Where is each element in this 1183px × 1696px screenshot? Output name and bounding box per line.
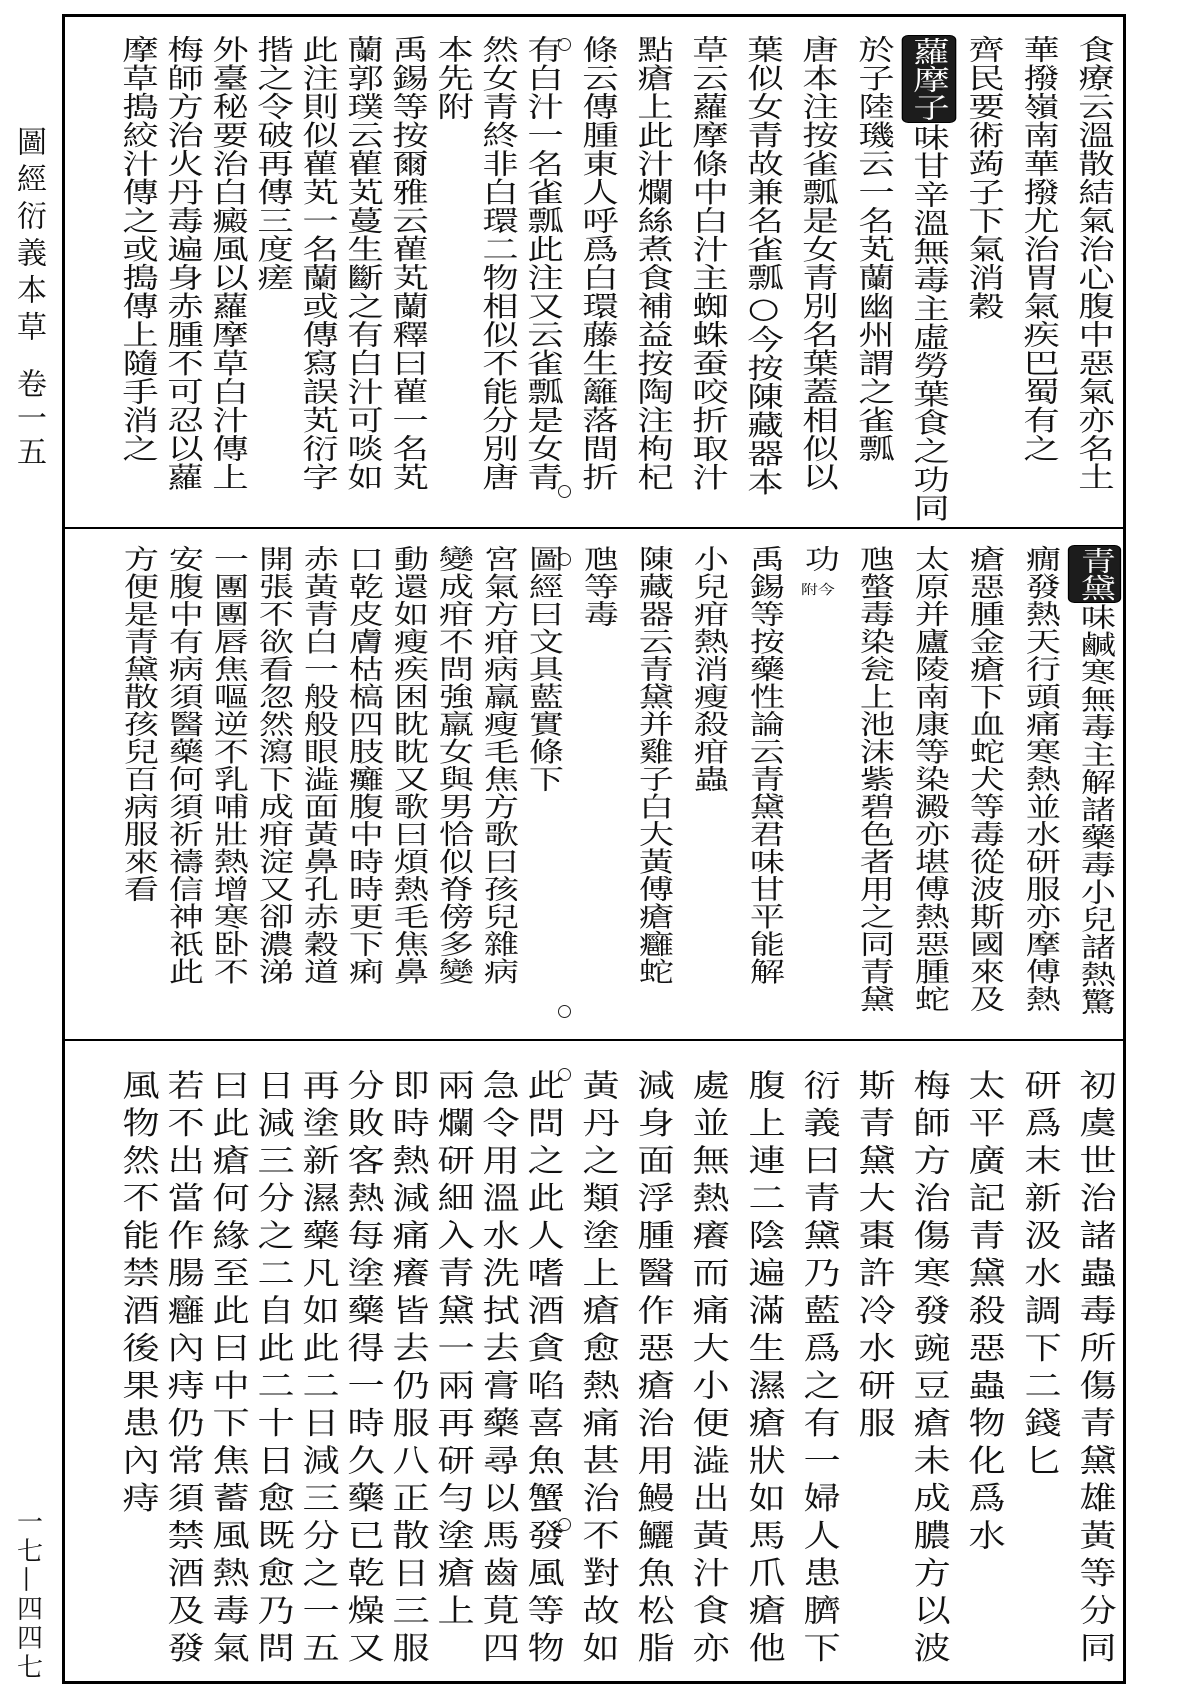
right-half-leaf <box>570 1041 1122 1681</box>
text-column <box>956 17 1011 527</box>
column-text: 此注則似雚芄一名蘭或傳寫誤芄衍字 <box>296 35 340 491</box>
column-text: 食療云溫散結氣治心腹中惡氣亦名土 <box>1073 35 1117 491</box>
text-column <box>475 17 520 527</box>
column-text-block <box>382 17 434 491</box>
column-text: 外臺秘要治白癜風以蘿摩草白汁傳上 <box>206 35 250 491</box>
text-column <box>250 1041 295 1681</box>
column-text-block <box>626 1041 680 1669</box>
column-text-block <box>571 1041 625 1669</box>
upper-register <box>65 17 1123 527</box>
right-half-leaf <box>570 17 1122 527</box>
column-text: 圖經曰文具藍實條下 <box>522 545 563 793</box>
lower-register <box>65 1041 1123 1681</box>
text-column <box>520 1041 565 1681</box>
column-text: 曰此瘡何緣至此曰中下焦蓄風熱毒氣 <box>205 1069 249 1669</box>
fold-circle-mark <box>558 485 571 498</box>
column-text: 陳藏器云青黛并雞子白大黃傅瘡癰蛇 <box>632 545 673 985</box>
column-text-block <box>903 529 954 1013</box>
text-column <box>680 1041 735 1681</box>
column-text: 分敗客熱每塗藥得一時久藥已乾燥又 <box>340 1069 384 1669</box>
fold-circle-mark <box>558 1518 571 1531</box>
column-text-block <box>1014 529 1065 1013</box>
text-column <box>430 17 475 527</box>
text-column <box>340 17 385 527</box>
column-text: 華撥嶺南華撥尤治胃氣疾巴蜀有之 <box>1018 35 1062 463</box>
column-text: 本先附 <box>431 35 475 121</box>
column-text: 安腹中有病須醫藥何須祈禱信神祇此 <box>162 545 203 985</box>
column-text: 日減三分之二自此二十日愈既愈乃問 <box>250 1069 294 1669</box>
column-text-block <box>472 17 524 491</box>
text-column <box>115 17 160 527</box>
text-column <box>570 529 625 1039</box>
column-text: 於子陸璣云一名芄蘭幽州謂之雀瓢 <box>852 35 896 463</box>
column-text: 草云蘿摩條中白汁主蜘蛛蚕咬折取汁 <box>687 35 731 491</box>
column-text-block <box>157 529 208 985</box>
text-column <box>250 17 295 527</box>
text-column <box>340 529 385 1039</box>
column-text: 功 <box>798 545 839 573</box>
column-text: 虺螫毒染瓮上池沫紫碧色者用之同青黛 <box>853 545 894 1013</box>
column-text: 點瘡上此汁爛絲煮食補益按陶注枸杞 <box>631 35 675 491</box>
fold-circle-mark <box>558 553 571 566</box>
column-text: 禹錫等按爾雅云雚芄蘭釋曰雚一名芄 <box>386 35 430 491</box>
fold-circle-mark <box>558 38 571 51</box>
text-column <box>680 529 735 1039</box>
text-column <box>791 1041 846 1681</box>
text-column <box>901 17 956 527</box>
column-text: 蘭郭璞云雚芄蔓生斷之有白汁可啖如 <box>341 35 385 491</box>
text-column <box>295 1041 340 1681</box>
column-text-block <box>427 17 479 121</box>
column-text-block <box>472 529 523 985</box>
text-column <box>791 17 846 527</box>
interlinear-note: 今附 <box>800 582 835 598</box>
column-text-block <box>957 1041 1011 1557</box>
text-column <box>791 529 846 1039</box>
column-text-block <box>382 529 433 985</box>
column-text: 急令用溫水洗拭去膏藥尋以馬齒莧四 <box>475 1069 519 1669</box>
column-text: 葉似女青故兼名雀瓢○今按陳藏器本 <box>742 35 786 496</box>
column-text-block <box>737 17 789 496</box>
column-text: 然女青終非白環二物相似不能分別唐 <box>476 35 520 491</box>
fold-circle-mark <box>558 1005 571 1018</box>
text-column <box>1067 1041 1122 1681</box>
book-title <box>10 126 46 348</box>
column-text-block <box>112 17 164 463</box>
text-column <box>205 1041 250 1681</box>
column-text: 癇發熱天行頭痛寒熱並水研服亦摩傅熱 <box>1019 545 1060 1013</box>
text-column <box>205 529 250 1039</box>
column-text-block <box>627 17 679 491</box>
column-text-block <box>627 529 678 985</box>
column-text: 口乾皮膚枯槁四肢癱腹中時時更下痢 <box>342 545 383 985</box>
column-text-block <box>572 529 623 628</box>
text-column <box>520 17 565 527</box>
text-column <box>430 1041 475 1681</box>
text-column <box>385 529 430 1039</box>
column-text-block <box>292 17 344 491</box>
text-column <box>250 529 295 1039</box>
text-column <box>901 529 956 1039</box>
column-text-block <box>202 17 254 491</box>
column-text: 梅師方治火丹毒遍身赤腫不可忍以蘿 <box>161 35 205 491</box>
text-column <box>340 1041 385 1681</box>
volume-number <box>10 368 46 470</box>
text-column <box>295 529 340 1039</box>
text-column <box>1012 529 1067 1039</box>
column-text: 研爲末新汲水調下二錢匕 <box>1016 1069 1061 1482</box>
column-text-block <box>901 17 956 522</box>
text-column <box>475 529 520 1039</box>
text-column <box>520 529 565 1039</box>
column-text-block <box>791 1041 845 1669</box>
column-text-block <box>337 529 388 985</box>
column-text: 黃丹之類塗上瘡愈熱痛甚治不對故如 <box>575 1069 619 1669</box>
column-text: 禹錫等按藥性論云青黛君味甘平能解 <box>743 545 784 985</box>
column-text-block <box>1068 529 1121 1016</box>
column-text-block <box>902 1041 956 1669</box>
text-column <box>1067 529 1122 1039</box>
text-column <box>956 529 1011 1039</box>
column-text-block <box>1067 1041 1121 1669</box>
text-column <box>570 17 625 527</box>
page-number <box>10 1508 46 1682</box>
column-text: 味甘辛溫無毒主虛勞葉食之功同 <box>907 123 951 522</box>
column-text: 宮氣方疳病羸瘦毛焦方歌曰孩兒雜病 <box>477 545 518 985</box>
column-text: 減身面浮腫醫作惡瘡治用鰻鱺魚松脂 <box>630 1069 674 1669</box>
column-text-block <box>848 17 900 463</box>
column-text: 齊民要術蒟子下氣消穀 <box>963 35 1007 320</box>
column-text-block <box>848 529 899 1013</box>
column-text: 太平廣記青黛殺惡蟲物化爲水 <box>961 1069 1005 1557</box>
left-half-leaf <box>115 1041 565 1681</box>
column-text-block <box>517 17 569 491</box>
column-text: 處並無熱癢而痛大小便澁出黃汁食亦 <box>685 1069 729 1669</box>
column-text: 動還如瘦疾困眈眈又歌曰煩熱毛焦鼻 <box>387 545 428 985</box>
column-text: 一團團唇焦嘔逆不乳哺壯熱增寒卧不 <box>207 545 248 985</box>
text-column <box>846 1041 901 1681</box>
column-text: 方便是青黛散孩兒百病服來看 <box>117 545 158 903</box>
right-half-leaf <box>570 529 1122 1039</box>
column-text: 風物然不能禁酒後果患內痔 <box>115 1069 159 1519</box>
text-column <box>625 1041 680 1681</box>
column-text-block <box>247 17 299 292</box>
column-text: 赤黃青白一般般眼澁面黃鼻孔赤穀道 <box>297 545 338 985</box>
column-text-block <box>682 17 734 491</box>
volume-number-text: 卷一五 <box>11 368 46 470</box>
column-text: 腹上連二陰遍滿生濕瘡狀如馬爪瘡他 <box>740 1069 785 1669</box>
column-text-block <box>517 529 568 793</box>
column-text: 若不出當作腸癰內痔仍常須禁酒及發 <box>160 1069 204 1669</box>
text-column <box>1012 1041 1067 1681</box>
column-text-block <box>847 1041 901 1444</box>
book-title-text: 圖經衍義本草 <box>11 126 46 348</box>
fold-circle-mark <box>558 1068 571 1081</box>
entry-heading-label: 蘿摩子 <box>901 35 956 123</box>
column-text: 條云傳腫東人呼爲白環藤生籬落間折 <box>576 35 620 491</box>
column-text-block <box>683 529 734 793</box>
column-text-block <box>958 17 1010 320</box>
column-text-block <box>337 17 389 491</box>
text-column <box>430 529 475 1039</box>
column-text-block <box>572 17 624 491</box>
column-text: 摩草搗絞汁傳之或搗傳上隨手消之 <box>116 35 160 463</box>
column-text-block <box>792 17 844 491</box>
column-text-block <box>292 529 343 985</box>
column-text: 唐本注按雀瓢是女青別名葉蓋相似以 <box>797 35 841 491</box>
text-column <box>115 1041 160 1681</box>
column-text-block <box>202 529 253 985</box>
text-column <box>295 17 340 527</box>
column-text-block <box>1013 17 1065 463</box>
column-text-block <box>793 529 844 598</box>
page-number-text: 一七—四四七 <box>12 1508 43 1682</box>
column-text: 即時熱減痛癢皆去仍服八正散日三服 <box>385 1069 429 1669</box>
column-text-block <box>959 529 1010 1013</box>
entry-heading-label: 青黛 <box>1068 545 1121 603</box>
text-column <box>625 529 680 1039</box>
text-column <box>846 17 901 527</box>
column-text: 揩之令破再傳三度瘥 <box>251 35 295 292</box>
text-column <box>736 17 791 527</box>
column-text: 瘡惡腫金瘡下血蛇犬等毒從波斯國來及 <box>963 545 1005 1013</box>
text-column <box>1012 17 1067 527</box>
column-text: 太原并廬陵南康等染澱亦堪傅熱惡腫蛇 <box>908 545 949 1013</box>
text-column <box>160 1041 205 1681</box>
column-text-block <box>427 529 478 985</box>
text-column <box>846 529 901 1039</box>
left-half-leaf <box>115 17 565 527</box>
column-text-block <box>738 529 789 985</box>
text-column <box>160 529 205 1039</box>
text-column <box>680 17 735 527</box>
text-column <box>736 529 791 1039</box>
column-text-block <box>736 1041 790 1669</box>
column-text: 此問之此人嗜酒貪啗喜魚蟹發風等物 <box>520 1069 564 1669</box>
left-half-leaf <box>115 529 565 1039</box>
column-text: 小兒疳熱消瘦殺疳蟲 <box>687 545 729 793</box>
text-column <box>625 17 680 527</box>
column-text-block <box>157 17 209 491</box>
column-text: 味鹹寒無毒主解諸藥毒小兒諸熱驚 <box>1074 603 1115 1016</box>
text-column <box>901 1041 956 1681</box>
middle-register <box>65 529 1123 1039</box>
text-column <box>160 17 205 527</box>
text-column <box>205 17 250 527</box>
column-text: 衍義曰青黛乃藍爲之有一婦人患臍下 <box>796 1069 840 1669</box>
text-column <box>115 529 160 1039</box>
column-text: 再塗新濕藥凡如此二日減三分之一五 <box>295 1069 339 1669</box>
text-column <box>570 1041 625 1681</box>
column-text-block <box>1012 1041 1066 1482</box>
column-text: 變成疳不問強羸女與男恰似脊傍多變 <box>432 545 473 985</box>
column-text: 開張不欲看忽然瀉下成疳淀又卻濃涕 <box>252 545 293 985</box>
text-column <box>956 1041 1011 1681</box>
text-column <box>385 1041 430 1681</box>
column-text: 梅師方治傷寒發豌豆瘡未成膿方以波 <box>906 1069 950 1669</box>
text-column <box>385 17 430 527</box>
column-text-block <box>111 1041 165 1519</box>
column-text-block <box>112 529 163 903</box>
column-text-block <box>1068 17 1120 491</box>
text-column <box>475 1041 520 1681</box>
column-text: 有白汁一名雀瓢此注又云雀瓢是女青 <box>521 35 565 491</box>
column-text: 虺等毒 <box>577 545 618 628</box>
text-column <box>1067 17 1122 527</box>
column-text: 兩爛研細入青黛一兩再研勻塗瘡上 <box>430 1069 474 1632</box>
column-text: 初虞世治諸蟲毒所傷青黛雄黃等分同 <box>1072 1069 1116 1669</box>
column-text-block <box>681 1041 735 1669</box>
text-column <box>736 1041 791 1681</box>
column-text-block <box>247 529 298 985</box>
column-text: 斯青黛大棗許冷水研服 <box>851 1069 895 1444</box>
